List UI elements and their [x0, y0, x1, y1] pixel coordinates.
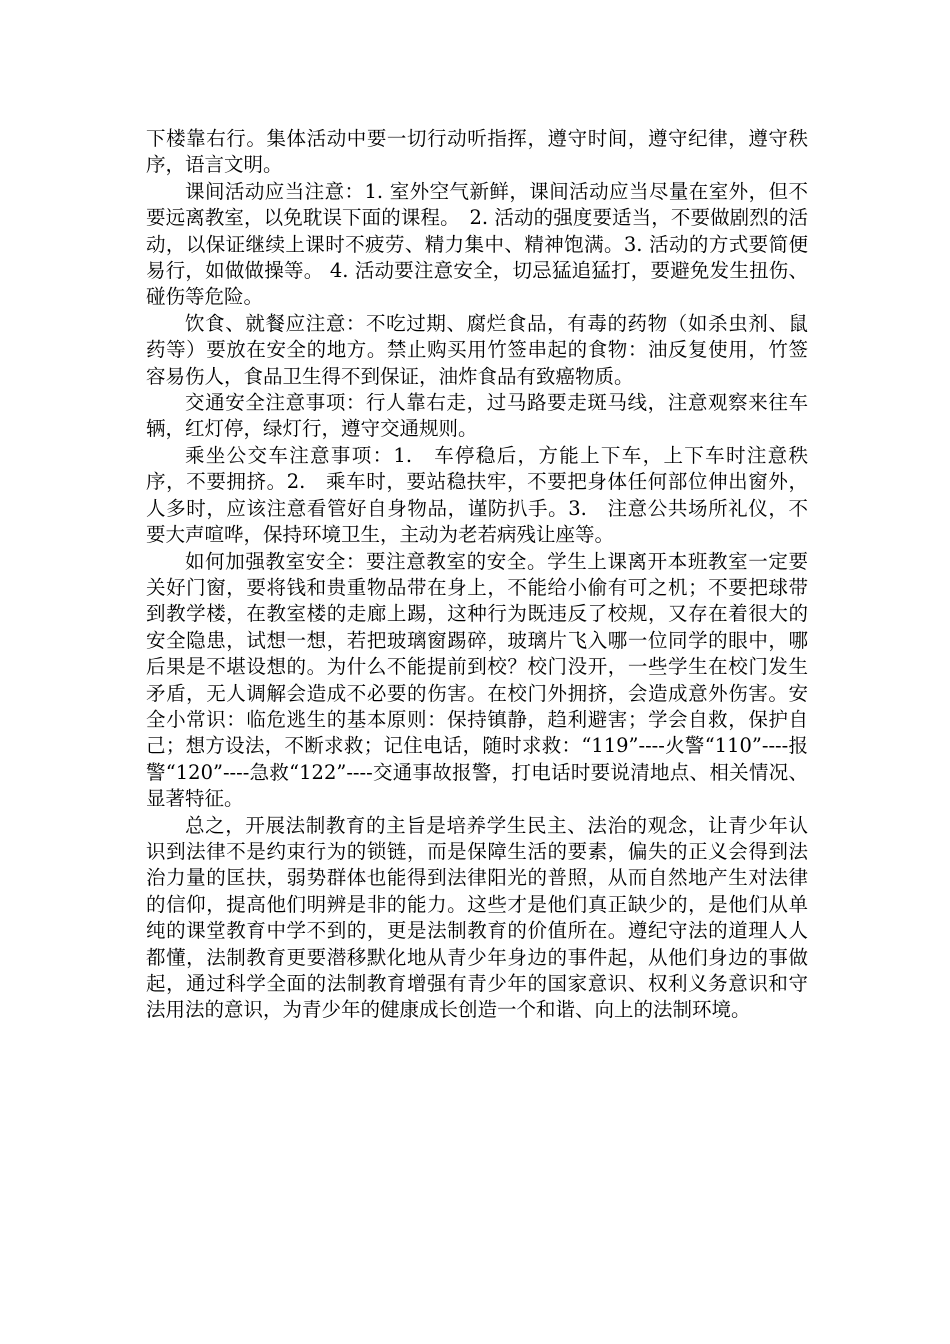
document-body [146, 126, 808, 1024]
paragraph-3: 饮食、就餐应注意：不吃过期、腐烂食品，有毒的药物（如杀虫剂、鼠药等）要放在安全的地方。禁止购买用竹签串起的食物：油反复使用，竹签容易伤人，食品卫生得不到保证，油炸食品有致癌物质。 [146, 311, 808, 388]
paragraph-4: 交通安全注意事项：行人靠右走，过马路要走斑马线，注意观察来往车辆，红灯停，绿灯行，遵守交通规则。 [146, 391, 808, 441]
paragraph-5: 乘坐公交车注意事项：1. 车停稳后，方能上下车，上下车时注意秩序，不要拥挤。2. 乘车时，要站稳扶牢，不要把身体任何部位伸出窗外，人多时，应该注意看管好自身物品，谨防扒手。3. 注意公共场所礼仪，不要大声喧哗，保持环境卫生，主动为老若病残让座等。 [146, 443, 808, 547]
paragraph-6: 如何加强教室安全：要注意教室的安全。学生上课离开本班教室一定要关好门窗，要将钱和贵重物品带在身上，不能给小偷有可之机；不要把球带到教学楼，在教室楼的走廊上踢，这种行为既违反了校规，又存在着很大的安全隐患，试想一想，若把玻璃窗踢碎，玻璃片飞入哪一位同学的眼中，哪后果是不堪设想的。为什么不能提前到校？校门没开，一些学生在校门发生矛盾，无人调解会造成不必要的伤害。在校门外拥挤，会造成意外伤害。安全小常识：临危逃生的基本原则：保持镇静，趋利避害；学会自救，保护自己；想方设法，不断求救；记住电话，随时求救：“119”----火警“110”----报警“120”----急救“122”----交通事故报警，打电话时要说清地点、相关情况、显著特征。 [146, 549, 808, 811]
paragraph-7: 总之，开展法制教育的主旨是培养学生民主、法治的观念，让青少年认识到法律不是约束行为的锁链，而是保障生活的要素，偏失的正义会得到法治力量的匡扶，弱势群体也能得到法律阳光的普照，从而自然地产生对法律的信仰，提高他们明辨是非的能力。这些才是他们真正缺少的，是他们从单纯的课堂教育中学不到的，更是法制教育的价值所在。遵纪守法的道理人人都懂，法制教育更要潜移默化地从青少年身边的事件起，从他们身边的事做起，通过科学全面的法制教育增强有青少年的国家意识、权利义务意识和守法用法的意识，为青少年的健康成长创造一个和谐、向上的法制环境。 [146, 813, 808, 1022]
paragraph-2: 课间活动应当注意：1. 室外空气新鲜，课间活动应当尽量在室外，但不要远离教室，以免耽误下面的课程。 2. 活动的强度要适当，不要做剧烈的活动，以保证继续上课时不疲劳、精力集中、精神饱满。3. 活动的方式要简便易行，如做做操等。 4. 活动要注意安全，切忌猛追猛打，要避免发生扭伤、碰伤等危险。 [146, 179, 808, 309]
paragraph-1: 下楼靠右行。集体活动中要一切行动听指挥，遵守时间，遵守纪律，遵守秩序，语言文明。 [146, 127, 808, 177]
